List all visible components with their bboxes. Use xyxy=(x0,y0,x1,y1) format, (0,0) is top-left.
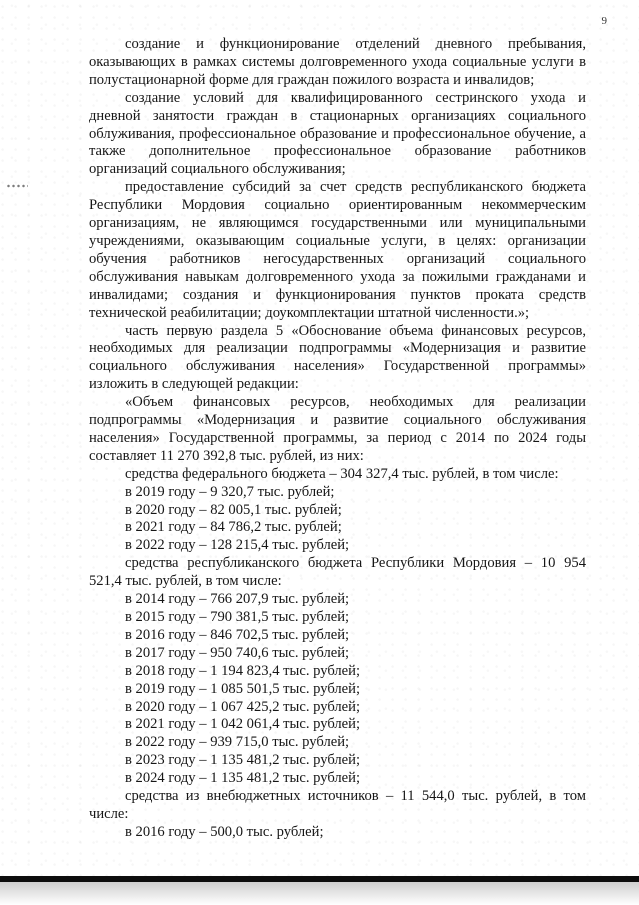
extrabudgetary-item: в 2016 году – 500,0 тыс. рублей; xyxy=(125,823,324,840)
scan-artifact xyxy=(6,183,28,189)
federal-item: в 2021 году – 84 786,2 тыс. рублей; xyxy=(125,519,342,536)
republican-item: в 2020 году – 1 067 425,2 тыс. рублей; xyxy=(125,698,361,715)
republican-budget-heading: средства республиканского бюджета Республики Мордовия – 10 954 521,4 тыс. рублей, в том числе: xyxy=(89,555,586,590)
federal-item: в 2020 году – 82 005,1 тыс. рублей; xyxy=(125,501,342,518)
extrabudgetary-heading: средства из внебюджетных источников – 11 544,0 тыс. рублей, в том числе: xyxy=(89,788,586,822)
republican-item: в 2016 году – 846 702,5 тыс. рублей; xyxy=(125,626,350,643)
paragraph-nursing-care: создание условий для квалифицированного сестринского ухода и дневной занятости граждан в стационарных организациях социального облуживания, профессиональное образование и профессиональное обучение, а также дополнительное профессиональное образование работников организаций социального обслуживания; xyxy=(89,89,586,178)
republican-item: в 2019 году – 1 085 501,5 тыс. рублей; xyxy=(125,680,361,697)
republican-item: в 2014 году – 766 207,9 тыс. рублей; xyxy=(125,591,350,608)
paragraph-section-5: часть первую раздела 5 «Обоснование объема финансовых ресурсов, необходимых для реализации подпрограммы «Модернизация и развитие социального обслуживания населения» Государственной программы» изложить в следующей редакции: xyxy=(89,322,586,393)
paragraph-day-care: создание и функционирование отделений дневного пребывания, оказывающих в рамках системы долговременного ухода социальные услуги в полустационарной форме для граждан пожилого возраста и инвалидов; xyxy=(89,36,586,88)
document-body xyxy=(89,36,586,842)
paragraph-subsidies: предоставление субсидий за счет средств республиканского бюджета Республики Мордовия социально ориентированным некоммерческим организациям, не являющимся государственными или муниципальными учреждениями, оказывающим социальные услуги, в целях: организации обучения работников негосударственных организаций социального обслуживания навыкам долговременного ухода за пожилыми гражданами и инвалидами; создания и функционирования пунктов проката средств технической реабилитации; доукомплектации штатной численности.»; xyxy=(89,179,586,321)
federal-item: в 2022 году – 128 215,4 тыс. рублей; xyxy=(125,537,350,554)
page-number: 9 xyxy=(601,15,607,27)
paragraph-funding-total: «Объем финансовых ресурсов, необходимых для реализации подпрограммы «Модернизация и развитие социального обслуживания населения» Государственной программы, за период с 2014 по 2024 годы составляет 11 270 392,8 тыс. рублей, из них: xyxy=(89,394,586,464)
republican-item: в 2018 году – 1 194 823,4 тыс. рублей; xyxy=(125,662,361,679)
republican-item: в 2017 году – 950 740,6 тыс. рублей; xyxy=(125,644,350,661)
republican-item: в 2023 году – 1 135 481,2 тыс. рублей; xyxy=(125,752,361,769)
republican-item: в 2015 году – 790 381,5 тыс. рублей; xyxy=(125,609,350,625)
federal-budget-heading: средства федерального бюджета – 304 327,4 тыс. рублей, в том числе: xyxy=(125,465,559,482)
republican-item: в 2021 году – 1 042 061,4 тыс. рублей; xyxy=(125,716,361,733)
republican-item: в 2022 году – 939 715,0 тыс. рублей; xyxy=(125,734,350,751)
scan-bottom-shadow xyxy=(0,882,639,905)
federal-item: в 2019 году – 9 320,7 тыс. рублей; xyxy=(125,483,335,500)
republican-item: в 2024 году – 1 135 481,2 тыс. рублей; xyxy=(125,770,361,787)
